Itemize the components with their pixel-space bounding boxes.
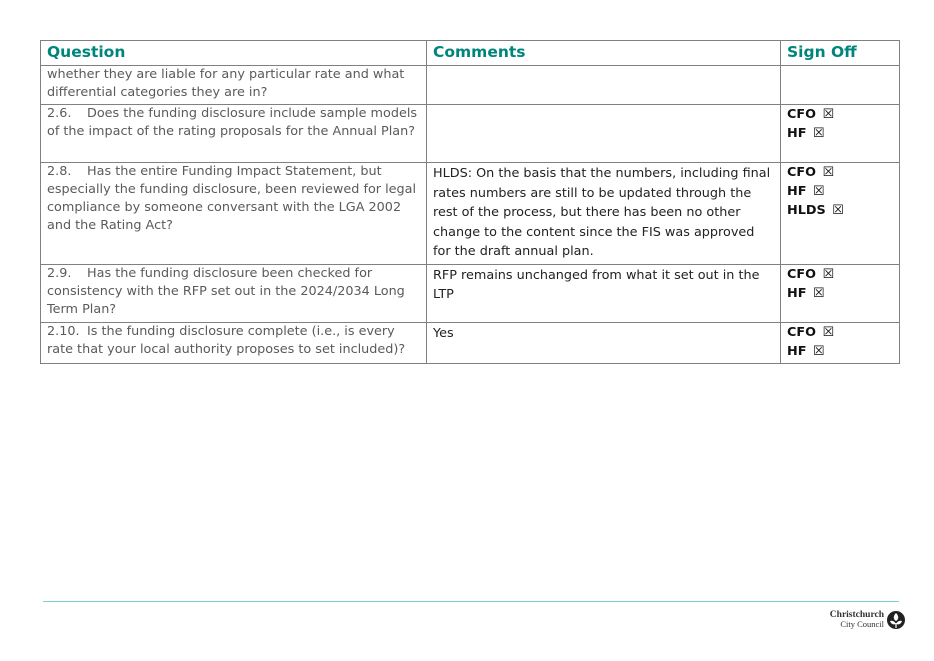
question-cell	[41, 264, 427, 322]
signoff-cell	[781, 264, 900, 322]
question-cell	[41, 105, 427, 163]
comment-cell	[427, 264, 781, 322]
comments-header: Comments	[427, 41, 781, 66]
signoff-cell	[781, 66, 900, 105]
checked-box-icon: ☒	[822, 165, 835, 180]
table-row	[41, 105, 900, 163]
signoff-cell	[781, 163, 900, 265]
council-logo	[822, 608, 906, 632]
signoff-cfo: CFO ☒	[787, 266, 835, 282]
question-text: Has the funding disclosure been checked for consistency with the RFP set out in the 2024/2034 Long Term Plan?	[47, 265, 405, 317]
signoff-header: Sign Off	[781, 41, 900, 66]
signoff-cfo: CFO ☒	[787, 107, 835, 122]
table-header-row	[41, 41, 900, 66]
checked-box-icon: ☒	[812, 285, 825, 301]
comment-line: rates numbers are still to be updated through the	[433, 185, 752, 201]
checked-box-icon: ☒	[812, 184, 825, 199]
question-number: 2.10.	[47, 323, 80, 339]
review-table	[40, 40, 900, 364]
checked-box-icon: ☒	[822, 324, 835, 340]
question-text: Does the funding disclosure include sample models of the impact of the rating proposals for the Annual Plan?	[47, 106, 418, 139]
signoff-cell	[781, 322, 900, 363]
question-text: Has the entire Funding Impact Statement, but especially the funding disclosure, been reviewed for legal compliance by someone conversant with the LGA 2002 and the Rating Act?	[47, 164, 417, 233]
comment-line: for the draft annual plan.	[433, 244, 594, 259]
comment-line: RFP remains unchanged from what it set out in the	[433, 267, 760, 283]
question-cell	[41, 66, 427, 105]
comment-cell	[427, 322, 781, 363]
table-row	[41, 163, 900, 265]
signoff-hf: HF ☒	[787, 184, 825, 199]
comment-line: Yes	[433, 325, 454, 341]
table-row	[41, 322, 900, 363]
checked-box-icon: ☒	[822, 266, 835, 282]
signoff-cfo: CFO ☒	[787, 324, 835, 340]
question-number: 2.8.	[47, 164, 72, 179]
checked-box-icon: ☒	[832, 203, 844, 218]
table-row	[41, 264, 900, 322]
question-header: Question	[41, 41, 427, 66]
logo-line-1: Christchurch	[829, 610, 884, 620]
comment-line: rest of the process, but there has been no other	[433, 205, 741, 220]
question-cell	[41, 322, 427, 363]
question-text: whether they are liable for any particular rate and what differential categories they are in?	[47, 67, 405, 100]
comment-cell	[427, 66, 781, 105]
signoff-hf: HF ☒	[787, 343, 825, 359]
checked-box-icon: ☒	[812, 343, 825, 359]
logo-line-2: City Council	[840, 619, 884, 629]
signoff-hlds: HLDS ☒	[787, 203, 844, 218]
signoff-hf: HF ☒	[787, 285, 825, 301]
comment-line: change to the content since the FIS was approved	[433, 224, 755, 240]
signoff-cfo: CFO ☒	[787, 165, 835, 180]
comment-line: LTP	[433, 287, 454, 302]
question-text: Is the funding disclosure complete (i.e., is every rate that your local authority proposes to set included)?	[47, 323, 406, 357]
comment-cell	[427, 105, 781, 163]
comment-cell	[427, 163, 781, 265]
question-number: 2.6.	[47, 106, 72, 121]
checked-box-icon: ☒	[812, 126, 825, 141]
signoff-cell	[781, 105, 900, 163]
signoff-hf: HF ☒	[787, 126, 825, 141]
table-row	[41, 66, 900, 105]
checked-box-icon: ☒	[822, 107, 835, 122]
footer-divider	[43, 601, 899, 602]
comment-line: HLDS: On the basis that the numbers, including final	[433, 166, 771, 181]
question-number: 2.9.	[47, 265, 72, 281]
christchurch-leaf-icon	[886, 610, 906, 630]
question-cell	[41, 163, 427, 265]
